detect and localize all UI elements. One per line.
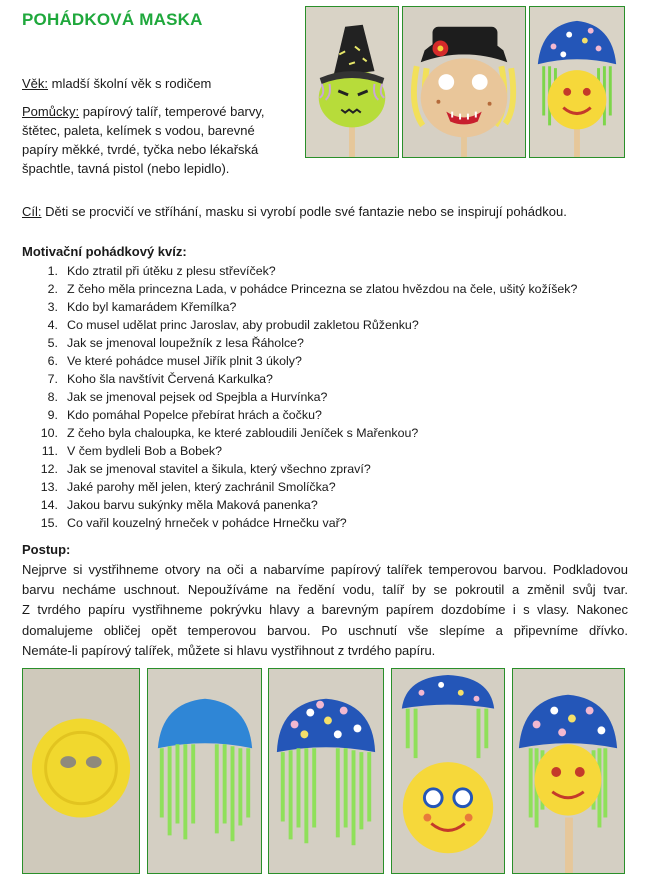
quiz-item <box>22 388 577 406</box>
quiz-item-text: Jakou barvu sukýnky měla Maková panenka? <box>67 498 318 512</box>
tools-paragraph <box>22 102 265 178</box>
procedure-heading: Postup: <box>22 542 71 557</box>
quiz-item-number: 1. <box>47 264 58 278</box>
quiz-item-number: 10. <box>40 426 58 440</box>
photo-step-painted-plate <box>22 668 140 874</box>
quiz-item-text: Kdo byl kamarádem Křemílka? <box>67 300 237 314</box>
quiz-item-number: 3. <box>47 300 58 314</box>
quiz-item-text: V čem bydleli Bob a Bobek? <box>67 444 222 458</box>
quiz-item-text: Koho šla navštívit Červená Karkulka? <box>67 372 273 386</box>
quiz-item-text: Jaké parohy měl jelen, který zachránil Smolíčka? <box>67 480 336 494</box>
photo-step-finished-mask <box>512 668 625 874</box>
age-label: Věk: <box>22 76 49 91</box>
quiz-item-text: Ve které pohádce musel Jiřík plnit 3 úkoly? <box>67 354 302 368</box>
quiz-item-number: 12. <box>40 462 58 476</box>
quiz-item <box>22 406 577 424</box>
quiz-item-number: 5. <box>47 336 58 350</box>
quiz-item <box>22 460 577 478</box>
goal-line <box>22 202 567 221</box>
quiz-item-number: 14. <box>40 498 58 512</box>
goal-label: Cíl: <box>22 204 42 219</box>
quiz-item-number: 11. <box>41 444 58 458</box>
photo-witch-mask <box>305 6 399 158</box>
procedure-line: Nemáte-li papírový talířek, můžete si hlavu vystřihnout z tvrdého papíru. <box>22 642 436 658</box>
quiz-item <box>22 442 577 460</box>
quiz-item-number: 9. <box>47 408 58 422</box>
quiz-list <box>22 262 577 532</box>
quiz-item-text: Kdo ztratil při útěku z plesu střevíček? <box>67 264 276 278</box>
quiz-item-text: Co vařil kouzelný hrneček v pohádce Hrnečku vař? <box>67 516 347 530</box>
quiz-item-text: Jak se jmenoval stavitel a šikula, který všechno zpraví? <box>67 462 371 476</box>
procedure-line: Z tvrdého papíru vystřihneme pokrývku hlavy a barevným papírem dozdobíme i s vlasy. Nakonec <box>22 602 628 618</box>
quiz-item <box>22 478 577 496</box>
quiz-item-number: 6. <box>47 354 58 368</box>
quiz-item-number: 15. <box>40 516 58 530</box>
quiz-item <box>22 298 577 316</box>
quiz-item-text: Z čeho měla princezna Lada, v pohádce Princezna se zlatou hvězdou na čele, ušitý kožíšek? <box>67 282 578 296</box>
quiz-item-number: 4. <box>47 318 58 332</box>
quiz-item <box>22 514 577 532</box>
quiz-item <box>22 280 577 298</box>
quiz-item-text: Co musel udělat princ Jaroslav, aby probudil zakletou Růženku? <box>67 318 419 332</box>
photo-flower-hat-mask <box>529 6 625 158</box>
quiz-item-text: Z čeho byla chaloupka, ke které zabloudili Jeníček s Mařenkou? <box>67 426 419 440</box>
age-line <box>22 74 211 93</box>
quiz-item <box>22 496 577 514</box>
photo-step-hat-hair <box>147 668 262 874</box>
quiz-item <box>22 370 577 388</box>
quiz-item <box>22 316 577 334</box>
quiz-item <box>22 424 577 442</box>
quiz-item-text: Jak se jmenoval loupežník z lesa Řáholce? <box>67 336 304 350</box>
quiz-item <box>22 334 577 352</box>
goal-text: Děti se procvičí ve stříhání, masku si vyrobí podle své fantazie nebo se inspirují pohádkou. <box>41 204 567 219</box>
tools-line: špachtle, tavná pistol (nebo lepidlo). <box>22 161 230 176</box>
quiz-item <box>22 262 577 280</box>
quiz-item <box>22 352 577 370</box>
tools-line: papírový talíř, temperové barvy, <box>79 104 265 119</box>
photo-step-decorated-hat <box>268 668 384 874</box>
quiz-item-text: Kdo pomáhal Popelce přebírat hrách a čočku? <box>67 408 322 422</box>
quiz-item-number: 7. <box>47 372 58 386</box>
quiz-item-text: Jak se jmenoval pejsek od Spejbla a Hurvínka? <box>67 390 328 404</box>
age-text: mladší školní věk s rodičem <box>48 76 212 91</box>
quiz-item-number: 8. <box>47 390 58 404</box>
procedure-line: domalujeme obličej opět temperovou barvou. Po uschnutí vše slepíme a připevníme dřívko. <box>22 622 628 638</box>
procedure-line: barvu necháme uschnout. Nepoužíváme na ředění vodu, talíř by se pokroutil a změnil svůj tvar. <box>22 582 628 598</box>
tools-label: Pomůcky: <box>22 104 80 119</box>
tools-line: štětec, paleta, kelímek s vodou, barevné <box>22 123 255 138</box>
photo-step-painted-face <box>391 668 505 874</box>
procedure-line: Nejprve si vystřihneme otvory na oči a nabarvíme papírový talířek temperovou barvou. Podkladovou <box>22 562 628 577</box>
tools-line: papíry měkké, tvrdé, tyčka nebo lékařská <box>22 142 259 157</box>
photo-girl-mask <box>402 6 526 158</box>
procedure-paragraph <box>22 560 628 661</box>
quiz-heading: Motivační pohádkový kvíz: <box>22 244 187 259</box>
quiz-item-number: 2. <box>47 282 58 296</box>
quiz-item-number: 13. <box>40 480 58 494</box>
page-title: POHÁDKOVÁ MASKA <box>22 10 203 29</box>
